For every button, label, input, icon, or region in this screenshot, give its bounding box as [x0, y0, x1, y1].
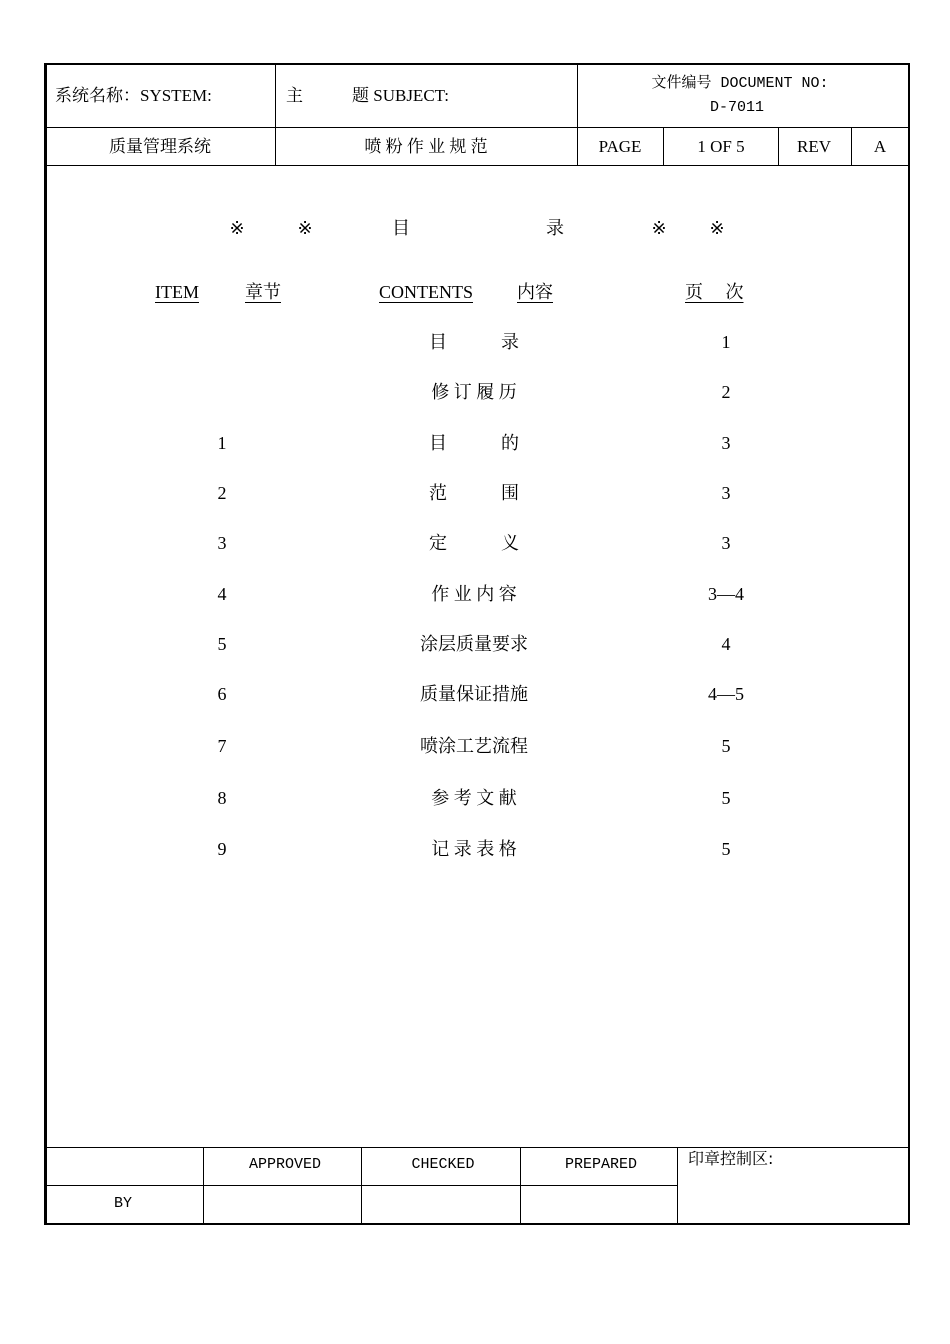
toc-content: 范 围	[429, 483, 519, 503]
toc-content: 参 考 文 献	[431, 788, 517, 808]
docno-label: 文件编号 DOCUMENT NO:	[651, 75, 829, 92]
header-col-divider-5	[851, 127, 852, 165]
col-item: ITEM	[155, 282, 199, 302]
toc-content: 修 订 履 历	[431, 382, 517, 402]
toc-content: 记 录 表 格	[431, 839, 517, 859]
toc-item: 2	[217, 483, 227, 503]
page-value: 1 OF 5	[697, 137, 745, 156]
toc-item: 9	[217, 839, 227, 859]
toc-page: 2	[721, 382, 731, 402]
toc-item: 4	[217, 584, 227, 604]
toc-page: 4—5	[708, 684, 744, 704]
toc-page: 3—4	[708, 584, 744, 604]
toc-page: 5	[721, 788, 731, 808]
col-page-header: 页 次	[685, 282, 744, 302]
toc-content: 目 录	[429, 332, 519, 352]
by-label: BY	[113, 1195, 133, 1212]
toc-title-1: 目	[392, 218, 410, 238]
checked-label: CHECKED	[411, 1156, 475, 1173]
toc-page: 3	[721, 483, 731, 503]
toc-page: 5	[721, 839, 731, 859]
rev-value: A	[873, 137, 887, 156]
footer-top-line	[44, 1147, 910, 1148]
footer-col-divider-3	[520, 1147, 521, 1225]
toc-page: 3	[721, 533, 731, 553]
toc-item: 8	[217, 788, 227, 808]
toc-item: 5	[217, 634, 227, 654]
header-col-divider-2	[577, 63, 578, 165]
col-item-cn: 章节	[245, 282, 281, 302]
toc-content: 目 的	[429, 433, 519, 453]
toc-content: 定 义	[429, 533, 519, 553]
header-col-divider-3	[663, 127, 664, 165]
title-mark-left-2: ※	[297, 218, 313, 238]
toc-content: 作 业 内 容	[431, 584, 517, 604]
docno-value: D-7011	[709, 99, 765, 116]
title-mark-left-1: ※	[229, 218, 245, 238]
toc-page: 5	[721, 736, 731, 756]
toc-content: 质量保证措施	[420, 684, 528, 704]
subject-label-2: 题 SUBJECT:	[352, 86, 449, 105]
subject-value: 喷 粉 作 业 规 范	[364, 137, 488, 156]
toc-title-2: 录	[546, 218, 564, 238]
footer-col-divider-4	[677, 1147, 678, 1225]
header-col-divider-1	[275, 63, 276, 165]
toc-item: 6	[217, 684, 227, 704]
title-mark-right-1: ※	[651, 218, 667, 238]
toc-item: 3	[217, 533, 227, 553]
prepared-label: PREPARED	[564, 1156, 638, 1173]
col-contents-cn: 内容	[517, 282, 553, 302]
col-contents: CONTENTS	[379, 282, 473, 302]
system-label: 系统名称：SYSTEM:	[55, 86, 212, 105]
system-value: 质量管理系统	[109, 137, 211, 156]
title-mark-right-2: ※	[709, 218, 725, 238]
toc-page: 3	[721, 433, 731, 453]
footer-col-divider-2	[361, 1147, 362, 1225]
toc-page: 1	[721, 332, 731, 352]
header-divider	[44, 127, 910, 128]
toc-item: 7	[217, 736, 227, 756]
header-bottom-line	[44, 165, 910, 166]
footer-col-divider-1	[203, 1147, 204, 1225]
header-col-divider-4	[778, 127, 779, 165]
approved-label: APPROVED	[248, 1156, 322, 1173]
toc-content: 喷涂工艺流程	[420, 736, 528, 756]
subject-label-1: 主	[286, 86, 303, 105]
toc-item: 1	[217, 433, 227, 453]
seal-control-label: 印章控制区:	[688, 1149, 774, 1168]
toc-page: 4	[721, 634, 731, 654]
rev-label: REV	[797, 137, 831, 156]
col-item-header	[155, 283, 281, 301]
col-contents-header	[379, 283, 553, 301]
toc-content: 涂层质量要求	[420, 634, 528, 654]
page-label: PAGE	[598, 137, 642, 156]
